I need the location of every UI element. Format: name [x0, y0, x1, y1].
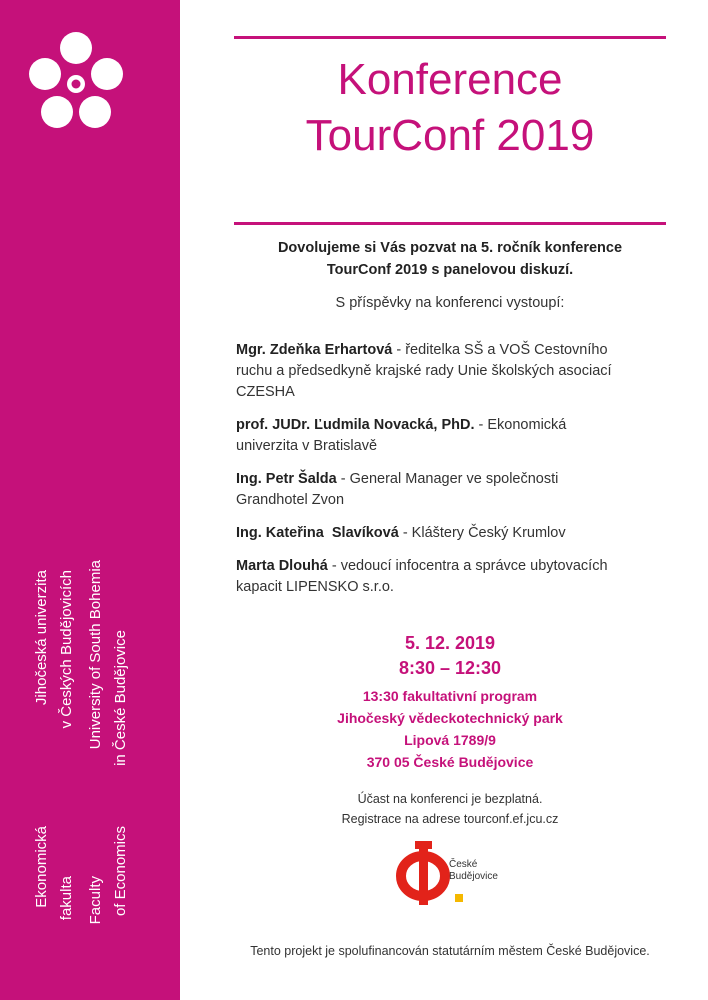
notes: [234, 789, 666, 829]
speaker-role: - General Manager ve společnosti: [336, 471, 559, 487]
speaker-role-cont: CZESHA: [236, 384, 295, 400]
speaker-item: [236, 415, 668, 457]
speaker-role-cont: kapacit LIPENSKO s.r.o.: [236, 579, 394, 595]
speaker-role-cont: Grandhotel Zvon: [236, 492, 345, 508]
speakers-heading: S příspěvky na konferenci vystoupí:: [335, 295, 565, 311]
event-details: [234, 631, 666, 773]
university-flower-logo-icon: [28, 30, 124, 134]
speaker-item: [236, 523, 668, 544]
speaker-role: - ředitelka SŠ a VOŠ Cestovního: [392, 342, 608, 358]
footer-note: Tento projekt je spolufinancován statutárním městem České Budějovice.: [250, 944, 650, 958]
city-logo-line2: Budějovice: [449, 871, 498, 882]
speaker-item: [236, 556, 668, 598]
event-city: 370 05 České Budějovice: [366, 754, 534, 770]
university-name-cz-line2: v Českých Budějovicích: [58, 570, 75, 729]
city-logo-line1: České: [449, 859, 478, 870]
speaker-role: - Kláštery Český Krumlov: [398, 525, 566, 541]
event-program: 13:30 fakultativní program: [362, 688, 538, 704]
event-venue: Jihočeský vědeckotechnický park: [337, 710, 563, 726]
city-logo-square: [455, 894, 463, 902]
speaker-name: prof. JUDr. Ľudmila Novacká, PhD.: [236, 417, 475, 433]
speaker-role-cont: ruchu a předsedkyně krajské rady Unie školských asociací: [236, 363, 612, 379]
faculty-name-en-line2: of Economics: [112, 826, 129, 917]
event-street: Lipová 1789/9: [404, 732, 496, 748]
university-name-en-line1: University of South Bohemia: [87, 560, 104, 750]
speaker-role: - vedoucí infocentra a správce ubytovacích: [327, 558, 608, 574]
speaker-item: [236, 340, 668, 403]
faculty-name-cz-line1: Ekonomická: [33, 826, 50, 908]
university-name-en-line2: in České Budějovice: [112, 630, 129, 766]
speaker-name: Ing. Kateřina Slavíková: [236, 525, 399, 541]
speaker-item: [236, 469, 668, 511]
speaker-name: Ing. Petr Šalda: [236, 471, 337, 487]
invitation-line2: TourConf 2019 s panelovou diskuzí.: [326, 262, 574, 278]
page-title: [234, 52, 666, 164]
title-divider: [234, 222, 666, 225]
city-emblem-icon: [395, 838, 453, 908]
speaker-name: Mgr. Zdeňka Erhartová: [236, 342, 393, 358]
top-divider: [234, 36, 666, 39]
faculty-name-cz-line2: fakulta: [58, 876, 75, 921]
sidebar: [0, 0, 180, 1000]
speaker-name: Marta Dlouhá: [236, 558, 328, 574]
event-time: 8:30 – 12:30: [398, 658, 502, 678]
title-line2: TourConf 2019: [305, 111, 595, 160]
free-entry-note: Účast na konferenci je bezplatná.: [357, 792, 543, 806]
university-name-cz-line1: Jihočeská univerzita: [33, 570, 50, 706]
registration-note: Registrace na adrese tourconf.ef.jcu.cz: [341, 812, 559, 826]
ceske-budejovice-logo-icon: [395, 838, 498, 908]
event-date: 5. 12. 2019: [404, 633, 496, 653]
speakers-list: [236, 340, 668, 610]
speaker-role-cont: univerzita v Bratislavě: [236, 438, 378, 454]
invitation-line1: Dovolujeme si Vás pozvat na 5. ročník konference: [277, 240, 623, 256]
title-line1: Konference: [337, 55, 563, 104]
faculty-name-en-line1: Faculty: [87, 876, 104, 925]
invitation-text: [234, 237, 666, 281]
speaker-role: - Ekonomická: [474, 417, 567, 433]
